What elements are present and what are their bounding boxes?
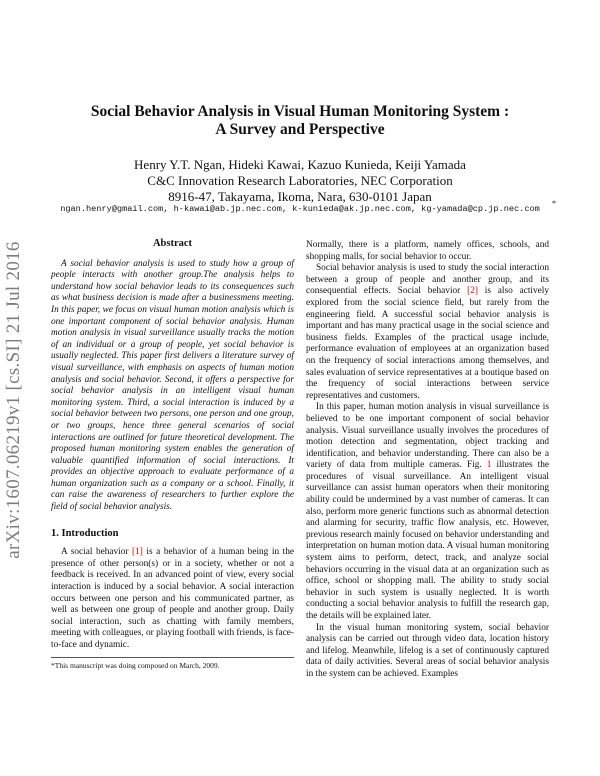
arxiv-watermark (0, 200, 28, 600)
right-paragraph-3: In the visual human monitoring system, social behavior analysis can be carried out through video data, location history and lifelog. Meanwhile, lifelog is a set of continuously captured data of daily activities. Several areas of social behavior analysis in the system can be achieved. Examples (306, 622, 549, 679)
left-column (51, 238, 294, 652)
figure-link[interactable]: 1 (486, 460, 492, 471)
affiliation: C&C Innovation Research Laboratories, NEC Corporation (147, 173, 453, 188)
paper-title (60, 103, 540, 139)
address: 8916-47, Takayama, Ikoma, Nara, 630-0101 Japan (168, 189, 432, 204)
author-emails: ngan.henry@gmail.com, h-kawai@ab.jp.nec.com, k-kunieda@ak.jp.nec.com, kg-yamada@cp.jp.nec.com (60, 204, 540, 214)
arxiv-id: arXiv:1607.06219v1 [cs.SI] 21 Jul 2016 (3, 241, 24, 559)
intro-p1-text-b: is a behavior of a human being in the presence of other person(s) or in a society, whether or not a feedback is received. In an advanced point of view, every social interaction is induced by a social behavior. A social interaction occurs between one person and his communicated partner, as well as between one group of people and another group. Daily social interaction, such as chatting with family members, meeting with colleagues, or playing football with friends, is face-to-face and dynamic. (51, 547, 294, 650)
right-p1-text-b: is also actively explored from the social science field, but rarely from the engineering field. A successful social behavior analysis is important and has many practical usage in the social science and business fields. Examples of the practical usage include, performance evaluation of employees at an organization based on the frequency of social interactions among themselves, and sales evaluation of service representatives at a boutique based on the frequency of social interactions between service representatives and customers. (306, 286, 549, 401)
right-p2-text-b: illustrates the procedures of visual surveillance. An intelligent visual surveillance can assist human operators when their monitoring ability could be undermined by a vast number of cameras. It can also, perform more generic functions such as abnormal detection and alarming for security, traffic flow analysis, etc. However, previous research mainly focused on behavior understanding and interpretation on human motion data. A visual human monitoring system aims to perform, detect, track, and analyze social behaviors occurring in the visual data at an organization such as office, school or shopping mall. The ability to study social behavior in such system is usually neglected. It is worth conducting a social behavior analysis to fulfill the research gap, the details will be explained later. (306, 460, 549, 621)
intro-paragraph-1 (51, 547, 294, 651)
right-p2-text-a: In this paper, human motion analysis in visual surveillance is believed to be one important component of social behavior analysis. Visual surveillance usually involves the procedures of motion detection and segmentation, object tracking and identification, and behavior understanding. There can also be a variety of data from multiple cameras. Fig. (306, 402, 549, 471)
abstract-heading: Abstract (152, 238, 193, 249)
title-line-1: Social Behavior Analysis in Visual Human Monitoring System : (90, 103, 510, 120)
intro-p1-text-a: A social behavior (61, 547, 133, 558)
author-names: Henry Y.T. Ngan, Hideki Kawai, Kazuo Kunieda, Keiji Yamada (134, 157, 466, 172)
citation-link[interactable]: [1] (132, 547, 143, 558)
citation-link[interactable]: [2] (467, 286, 478, 297)
footnote-mark: * (552, 199, 556, 208)
footnote: *This manuscript was doing composed on March, 2009. (51, 657, 294, 670)
right-p1-text-a: Social behavior analysis is used to study the social interaction between a group of people and another group, and its consequential effects. Social behavior (306, 263, 549, 297)
right-paragraph-1 (306, 263, 549, 402)
title-line-2: A Survey and Perspective (215, 121, 385, 138)
abstract-text: A social behavior analysis is used to study how a group of people interacts with another group.The analysis helps to understand how social behavior leads to its consequences such as what business decision is made after a businessmens meeting. In this paper, we focus on visual human motion analysis which is one important component of social behavior analysis. Human motion analysis in visual surveillance usually tracks the motion of an individual or a group of people, yet social behavior is usually neglected. This paper first delivers a literature survey of visual surveillance, with emphasis on aspects of human motion analysis and social behavior. Second, it offers a perspective for social behavior analysis in an intelligent visual human monitoring system. Third, a social interaction is induced by a social behavior between two persons, one person and one group, or two groups, hence three general scenarios of social interactions are outlined for future theoretical development. The proposed human monitoring system enables the generation of valuable quantified information of social interactions. It provides an objective approach to evaluate performance of a human organization such as a company or a school. Finally, it can raise the awareness of researchers to further explore the field of social behavior analysis. (51, 258, 294, 513)
right-paragraph-2 (306, 402, 549, 622)
section-heading-introduction: 1. Introduction (51, 527, 119, 539)
author-block (60, 157, 540, 205)
right-paragraph-0: Normally, there is a platform, namely offices, schools, and shopping malls, for social behavior to occur. (306, 240, 549, 262)
right-column (306, 240, 549, 681)
